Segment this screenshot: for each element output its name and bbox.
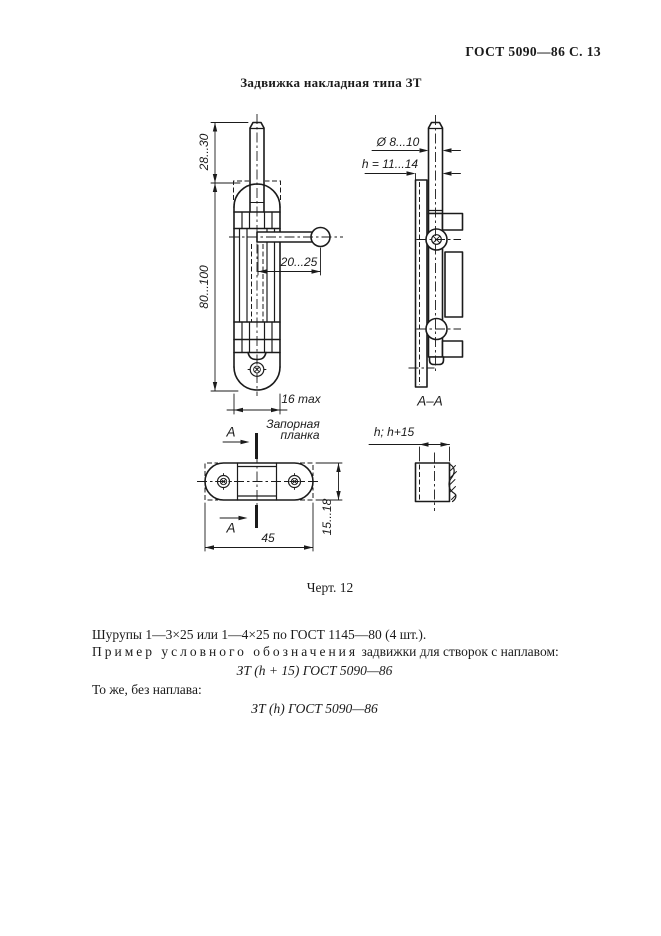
keeper-section-view bbox=[369, 442, 457, 511]
note-same-without: То же, без наплава: bbox=[92, 682, 202, 697]
figure-caption: Черт. 12 bbox=[306, 580, 354, 595]
dim-label-rod-height: 28...30 bbox=[197, 133, 211, 171]
section-letter-top: А bbox=[226, 424, 236, 440]
note-screws: Шурупы 1—3×25 или 1—4×25 по ГОСТ 1145—80 (4 шт.). bbox=[92, 627, 427, 642]
dim-label-handle-length: 20...25 bbox=[280, 255, 318, 269]
page-header: ГОСТ 5090—86 С. 13 bbox=[465, 44, 601, 59]
page-title: Задвижка накладная типа ЗТ bbox=[240, 75, 422, 90]
dim-label-body-width: 16 max bbox=[281, 392, 321, 406]
note-example-rest: задвижки для створок с наплавом: bbox=[361, 644, 559, 659]
keeper-plate-label-2: планка bbox=[280, 428, 320, 442]
section-name-label: А–А bbox=[417, 393, 443, 409]
keeper-plate-label-1: Запорная bbox=[266, 417, 320, 431]
dim-label-pin-offset: h = 11...14 bbox=[361, 157, 419, 171]
note-example-spaced: Пример условного обозначения bbox=[92, 644, 359, 659]
dim-label-keeper-length: 45 bbox=[261, 531, 275, 545]
dim-label-keeper-height: h; h+15 bbox=[373, 425, 415, 439]
note-example-intro bbox=[92, 643, 592, 660]
designation-with-overlap: ЗТ (h + 15) ГОСТ 5090—86 bbox=[236, 663, 393, 678]
designation-without-overlap: ЗТ (h) ГОСТ 5090—86 bbox=[251, 701, 378, 716]
dim-label-body-height: 80...100 bbox=[197, 265, 211, 309]
side-view bbox=[365, 115, 463, 387]
dim-label-keeper-width: 15...18 bbox=[320, 498, 334, 536]
section-letter-bottom: А bbox=[226, 520, 236, 536]
notes-block bbox=[92, 626, 592, 717]
front-view bbox=[211, 114, 343, 459]
dim-label-pin-diameter: Ø 8...10 bbox=[376, 135, 420, 149]
